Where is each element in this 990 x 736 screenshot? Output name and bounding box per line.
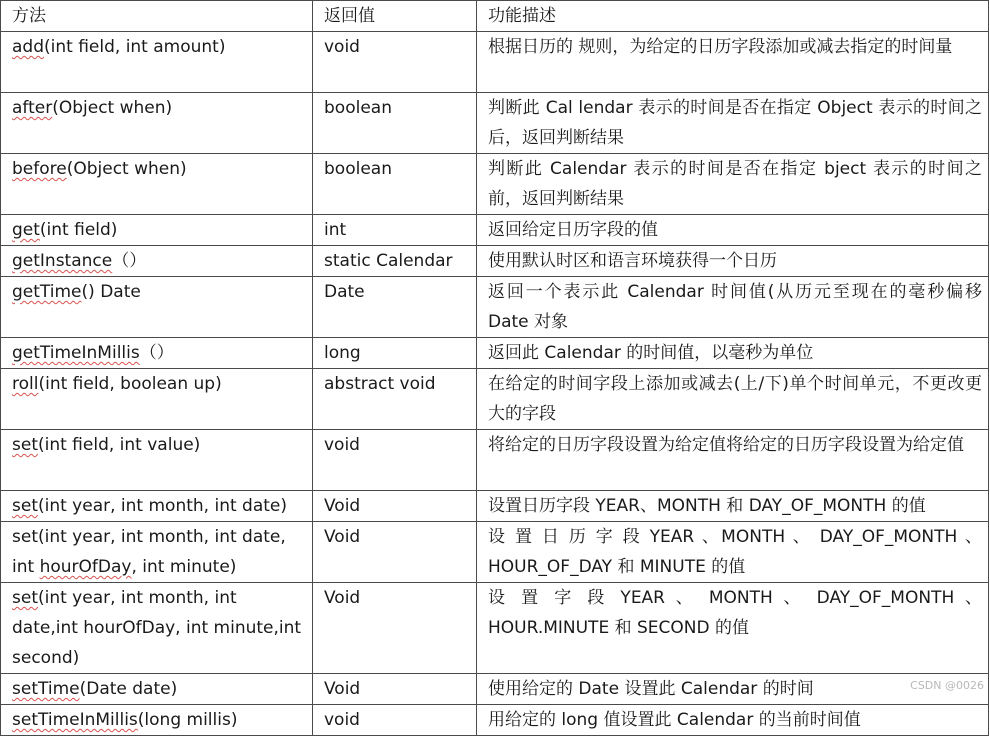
method-cell: [1, 491, 313, 522]
description-cell: 返回此 Calendar 的时间值，以毫秒为单位: [477, 338, 989, 369]
method-params: (int field, int value): [37, 435, 201, 455]
return-type-cell: Void: [313, 674, 477, 705]
method-params: () Date: [81, 282, 141, 302]
table-header-row: [1, 1, 989, 32]
table-row: [1, 674, 989, 705]
method-cell: [1, 277, 313, 338]
return-type-cell: void: [313, 32, 477, 93]
header-return: 返回值: [313, 1, 477, 32]
return-type-cell: Void: [313, 491, 477, 522]
return-type-cell: boolean: [313, 154, 477, 215]
table-row: [1, 491, 989, 522]
description-cell: 判断此 Cal lendar 表示的时间是否在指定 Object 表示的时间之后，返回判断结果: [477, 93, 989, 154]
return-type-cell: long: [313, 338, 477, 369]
description-cell: 返回一个表示此 Calendar 时间值(从历元至现在的毫秒偏移 Date 对象: [477, 277, 989, 338]
method-cell: [1, 246, 313, 277]
method-name: add: [12, 37, 44, 57]
return-type-cell: static Calendar: [313, 246, 477, 277]
return-type-cell: int: [313, 215, 477, 246]
return-type-cell: void: [313, 430, 477, 491]
table-row: [1, 430, 989, 491]
method-cell: [1, 338, 313, 369]
method-cell: [1, 522, 313, 583]
method-signature-prefix: set(int year, int month, int date, int: [12, 527, 286, 577]
method-cell: [1, 369, 313, 430]
return-type-cell: Void: [313, 522, 477, 583]
method-name: set: [12, 435, 38, 455]
method-params: (int field, boolean up): [38, 374, 222, 394]
method-params: （）: [112, 251, 147, 271]
method-name: after: [12, 98, 53, 118]
table-row: [1, 369, 989, 430]
method-cell: [1, 93, 313, 154]
method-name: get: [12, 220, 40, 240]
description-cell: 判断此 Calendar 表示的时间是否在指定 bject 表示的时间之前，返回判断结果: [477, 154, 989, 215]
method-cell: [1, 705, 313, 736]
table-row: [1, 277, 989, 338]
method-params: (int field): [39, 220, 118, 240]
method-cell: [1, 154, 313, 215]
description-cell: 将给定的日历字段设置为给定值将给定的日历字段设置为给定值: [477, 430, 989, 491]
method-params: (Date date): [79, 679, 178, 699]
method-params: （）: [139, 343, 174, 363]
description-cell: 使用默认时区和语言环境获得一个日历: [477, 246, 989, 277]
method-params: (int year, int month, int date,int hourOfDay, int minute,int second): [12, 588, 302, 668]
return-type-cell: abstract void: [313, 369, 477, 430]
method-cell: [1, 583, 313, 674]
method-cell: [1, 32, 313, 93]
method-cell: [1, 674, 313, 705]
method-params: (long millis): [137, 710, 238, 730]
table-row: [1, 32, 989, 93]
method-cell: [1, 215, 313, 246]
table-row: [1, 338, 989, 369]
description-cell: 设置日历字段 YEAR、MONTH 和 DAY_OF_MONTH 的值: [477, 491, 989, 522]
table-row: [1, 583, 989, 674]
return-type-cell: boolean: [313, 93, 477, 154]
method-name: before: [12, 159, 67, 179]
method-name: getTimeInMillis: [12, 343, 140, 363]
method-name: set: [12, 496, 38, 516]
description-cell: 用给定的 long 值设置此 Calendar 的当前时间值: [477, 705, 989, 736]
description-cell: 根据日历的 规则，为给定的日历字段添加或减去指定的时间量: [477, 32, 989, 93]
return-type-cell: void: [313, 705, 477, 736]
header-method: 方法: [1, 1, 313, 32]
watermark: CSDN @0026: [910, 679, 984, 692]
description-cell: 在给定的时间字段上添加或减去(上/下)单个时间单元，不更改更大的字段: [477, 369, 989, 430]
method-name: setTimeInMillis: [12, 710, 138, 730]
table-row: [1, 246, 989, 277]
table-row: [1, 93, 989, 154]
method-name: getInstance: [12, 251, 113, 271]
method-params: (Object when): [66, 159, 187, 179]
description-cell: 返回给定日历字段的值: [477, 215, 989, 246]
description-cell: 设 置 日 历 字 段 YEAR 、MONTH 、 DAY_OF_MONTH 、HOUR_OF_DAY 和 MINUTE 的值: [477, 522, 989, 583]
method-params: (int field, int amount): [44, 37, 226, 57]
header-description: 功能描述: [477, 1, 989, 32]
description-cell: 设 置 字 段 YEAR 、 MONTH 、 DAY_OF_MONTH 、HOUR.MINUTE 和 SECOND 的值: [477, 583, 989, 674]
method-name: roll: [12, 374, 39, 394]
method-name: hourOfDay: [39, 557, 132, 577]
method-params: (int year, int month, int date): [37, 496, 287, 516]
method-name: getTime: [12, 282, 82, 302]
table-row: [1, 215, 989, 246]
method-name: setTime: [12, 679, 80, 699]
method-params: (Object when): [52, 98, 173, 118]
table-row: [1, 522, 989, 583]
method-params: , int minute): [131, 557, 237, 577]
table-row: [1, 705, 989, 736]
method-cell: [1, 430, 313, 491]
method-name: set: [12, 588, 38, 608]
table-row: [1, 154, 989, 215]
return-type-cell: Void: [313, 583, 477, 674]
description-cell: 使用给定的 Date 设置此 Calendar 的时间: [477, 674, 989, 705]
return-type-cell: Date: [313, 277, 477, 338]
